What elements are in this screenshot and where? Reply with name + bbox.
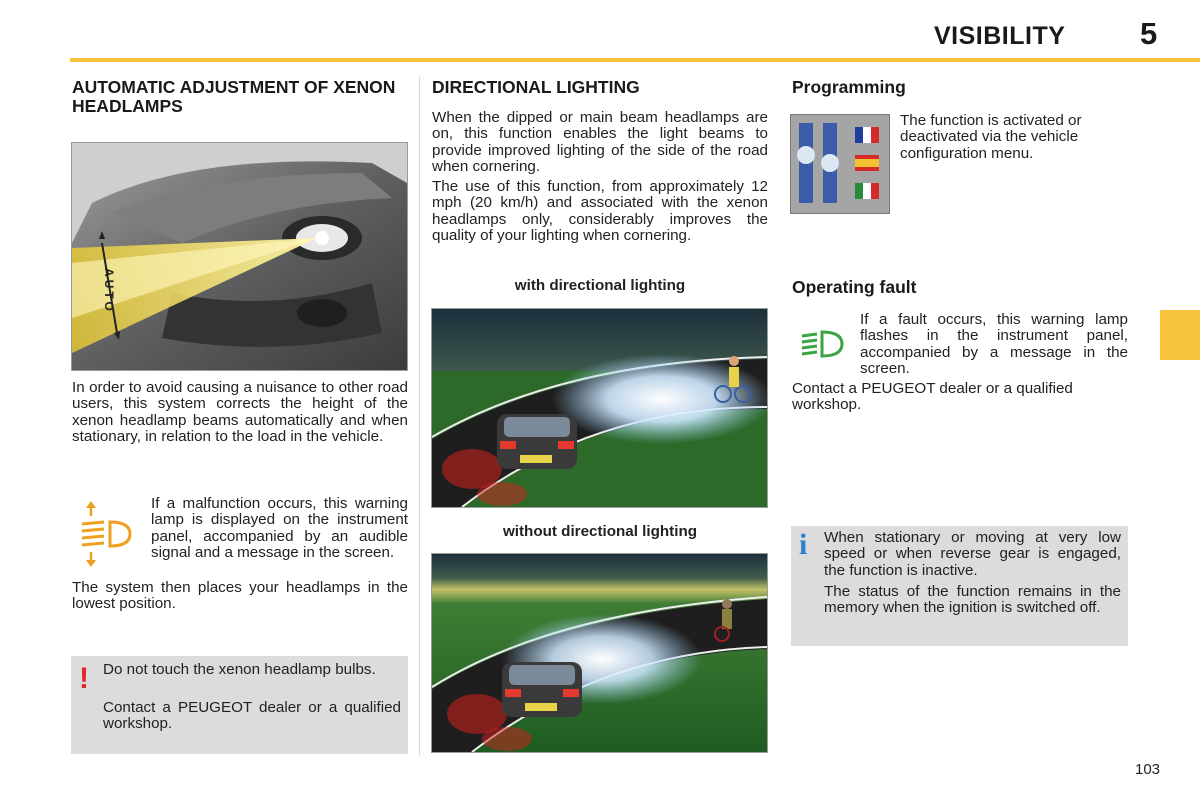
info-line1: When stationary or moving at very low speed or when reverse gear is engaged, the function is inactive. [824, 529, 1121, 579]
fault-contact: Contact a PEUGEOT dealer or a qualified workshop. [792, 380, 1073, 414]
warning-line1: Do not touch the xenon headlamp bulbs. [103, 661, 376, 678]
col1-malfunction-text: If a malfunction occurs, this warning lamp is displayed on the instrument panel, accompanied by an audible signal and a message in the screen. [151, 495, 408, 562]
col1-heading: AUTOMATIC ADJUSTMENT OF XENON HEADLAMPS [72, 77, 396, 116]
programming-heading: Programming [792, 77, 906, 97]
without-directional-figure [431, 553, 768, 753]
warning-box [71, 656, 408, 754]
directional-lighting-warning-icon [800, 328, 845, 360]
exclamation-icon: ! [79, 662, 89, 695]
info-icon: i [799, 528, 808, 561]
col1-paragraph: In order to avoid causing a nuisance to other road users, this system corrects the height of the xenon headlamp beams automatically and when stationary, in relation to the load in the vehicle. [72, 379, 408, 446]
warning-line2: Contact a PEUGEOT dealer or a qualified workshop. [103, 699, 401, 733]
chapter-tab [1160, 310, 1200, 360]
page-number: 103 [1135, 761, 1161, 778]
headlamp-levelling-warning-icon [78, 500, 133, 568]
chapter-number: 5 [1140, 16, 1158, 51]
fault-text: If a fault occurs, this warning lamp flashes in the instrument panel, accompanied by a message in the screen. [860, 311, 1128, 378]
header-rule [70, 58, 1200, 62]
column-divider [419, 76, 420, 756]
car-headlamp-illustration [72, 143, 407, 370]
col2-para1: When the dipped or main beam headlamps are on, this function enables the light beams to provide improved lighting of the side of the road when cornering. [432, 109, 768, 176]
programming-text: The function is activated or deactivated via the vehicle configuration menu. [900, 112, 1082, 162]
headlamp-figure [71, 142, 408, 371]
configuration-menu-icon [790, 114, 890, 214]
info-line2: The status of the function remains in the memory when the ignition is switched off. [824, 583, 1121, 617]
col1-after-text: The system then places your headlamps in the lowest position. [72, 579, 408, 613]
caption-without-directional: without directional lighting [502, 523, 698, 540]
col2-heading: DIRECTIONAL LIGHTING [432, 77, 640, 97]
header-title: VISIBILITY [934, 22, 1066, 50]
caption-with-directional: with directional lighting [514, 277, 686, 294]
fault-heading: Operating fault [792, 277, 917, 297]
auto-label: AUTO [102, 268, 116, 314]
col2-para2: The use of this function, from approximately 12 mph (20 km/h) and associated with the xenon headlamps only, considerably improves the quality of your lighting when cornering. [432, 178, 768, 245]
info-box [791, 526, 1128, 646]
with-directional-figure [431, 308, 768, 508]
